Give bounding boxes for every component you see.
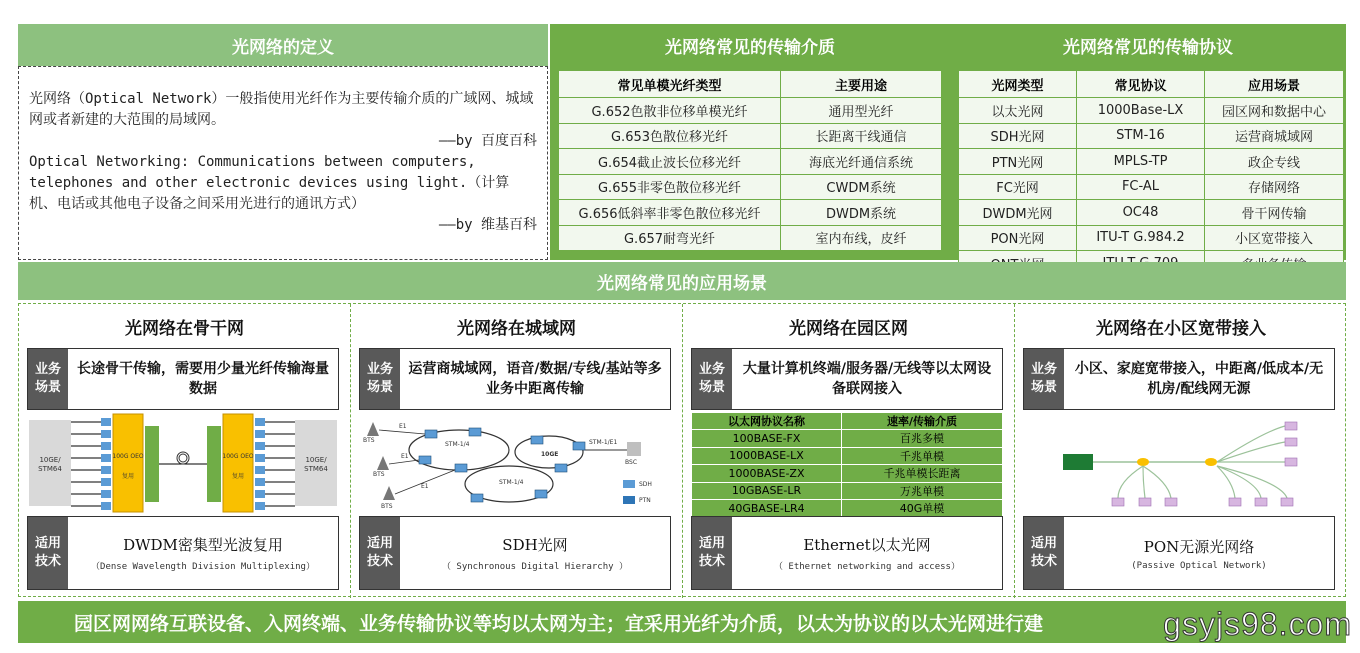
applications-title: 光网络常见的应用场景 (18, 262, 1346, 300)
technology-english: （ Ethernet networking and access） (774, 562, 960, 572)
sdh-label-bts-2: BTS (373, 471, 385, 478)
table-row (959, 200, 1344, 226)
table-header-row (959, 71, 1344, 98)
ethernet-table-container (691, 412, 1003, 514)
table-cell: 通用型光纤 (781, 98, 942, 124)
sdh-label-10ge: 10GE (541, 451, 559, 458)
table-cell: PON光网 (959, 225, 1077, 251)
definition-title: 光网络的定义 (18, 24, 548, 66)
business-scenario-box (691, 348, 1003, 410)
business-scenario-tag: 业务场景 (28, 349, 68, 409)
technology-box (1023, 516, 1335, 590)
table-row (559, 225, 942, 251)
dwdm-right-oeo (223, 414, 253, 512)
technology-text-group (1064, 517, 1334, 589)
technology-english: （Dense Wavelength Division Multiplexing） (91, 562, 315, 572)
sdh-label-bts-1: BTS (363, 437, 375, 444)
sdh-diagram-svg (359, 412, 671, 514)
table-cell: G.654截止波长位移光纤 (559, 149, 781, 175)
table-cell: FC光网 (959, 174, 1077, 200)
dwdm-oeo-label: 100G OEO (112, 453, 144, 460)
table-cell: STM-16 (1077, 123, 1205, 149)
business-scenario-text: 长途骨干传输，需要用少量光纤传输海量数据 (77, 361, 329, 397)
table-row (692, 430, 1003, 448)
sdh-label-bsc: BSC (625, 459, 638, 466)
media-title: 光网络常见的传输介质 (665, 37, 835, 58)
technology-name: Ethernet以太光网 (803, 536, 931, 554)
table-cell: 千兆单模 (842, 447, 1003, 465)
card-campus (683, 304, 1015, 598)
business-scenario-box (27, 348, 339, 410)
table-cell: MPLS-TP (1077, 149, 1205, 175)
dwdm-left-arrows (71, 422, 101, 506)
table-cell: ITU-T G.984.2 (1077, 225, 1205, 251)
technology-box (359, 516, 671, 590)
table-cell: 千兆单模长距离 (842, 465, 1003, 483)
table-cell: 1000Base-LX (1077, 98, 1205, 124)
table-cell: 小区宽带接入 (1205, 225, 1344, 251)
dwdm-oeo-label-right: 100G OEO (222, 453, 254, 460)
dwdm-fiber-coil-inner (179, 454, 187, 462)
dwdm-left-ports (101, 418, 111, 510)
table-cell: 海底光纤通信系统 (781, 149, 942, 175)
card-title: 光网络在城域网 (457, 319, 576, 339)
definition-wiki-source: ——by 维基百科 (438, 217, 537, 233)
sdh-bsc-box (627, 442, 641, 456)
table-row (959, 123, 1344, 149)
table-row (959, 98, 1344, 124)
technology-text-group (732, 517, 1002, 589)
pon-splitter-1 (1137, 458, 1149, 466)
technology-text-group (400, 517, 670, 589)
table-cell: G.657耐弯光纤 (559, 225, 781, 251)
table-cell: G.653色散位移光纤 (559, 123, 781, 149)
table-header-row (692, 413, 1003, 430)
dwdm-mux-label-right: 复用 (231, 473, 245, 480)
table-cell: 存储网络 (1205, 174, 1344, 200)
card-title: 光网络在小区宽带接入 (1096, 319, 1266, 339)
sdh-label-e1-2: E1 (401, 453, 409, 460)
dwdm-diagram (27, 412, 339, 514)
table-header-cell: 光网类型 (959, 71, 1077, 98)
table-row (559, 174, 942, 200)
table-cell: G.656低斜率非零色散位移光纤 (559, 200, 781, 226)
table-cell: 万兆单模 (842, 482, 1003, 500)
technology-box (27, 516, 339, 590)
table-cell: G.652色散非位移单模光纤 (559, 98, 781, 124)
card-metro (351, 304, 683, 598)
sdh-label-bts-3: BTS (381, 503, 393, 510)
table-cell: 100BASE-FX (692, 430, 842, 448)
definition-panel (18, 24, 548, 260)
business-scenario-tag: 业务场景 (1024, 349, 1064, 409)
protocol-table (958, 70, 1344, 277)
technology-english: (Passive Optical Network) (1131, 560, 1267, 571)
business-scenario-tag: 业务场景 (360, 349, 400, 409)
table-cell: FC-AL (1077, 174, 1205, 200)
table-cell: DWDM光网 (959, 200, 1077, 226)
footer-banner: 园区网网络互联设备、入网终端、业务传输协议等均以太网为主；宜采用光纤为介质，以太为协议的以太光网进行建 (18, 601, 1346, 643)
business-scenario-text: 大量计算机终端/服务器/无线等以太网设备联网接入 (742, 361, 992, 397)
dwdm-left-oeo (113, 414, 143, 512)
table-cell: 骨干网传输 (1205, 200, 1344, 226)
technology-name: SDH光网 (502, 536, 568, 554)
table-header-cell: 应用场景 (1205, 71, 1344, 98)
table-cell: 政企专线 (1205, 149, 1344, 175)
technology-tag: 适用技术 (28, 517, 68, 589)
business-scenario-box (359, 348, 671, 410)
table-cell: DWDM系统 (781, 200, 942, 226)
table-cell: 1000BASE-ZX (692, 465, 842, 483)
table-cell: SDH光网 (959, 123, 1077, 149)
ethernet-table (691, 412, 1003, 518)
technology-text-group (68, 517, 338, 589)
dwdm-right-mux (207, 426, 221, 502)
table-cell: 1000BASE-LX (692, 447, 842, 465)
dwdm-left-mux (145, 426, 159, 502)
table-row (692, 447, 1003, 465)
table-cell: 40GBASE-LR4 (692, 500, 842, 518)
definition-baidu-source: ——by 百度百科 (438, 133, 537, 149)
sdh-label-stm-bottom: STM-1/4 (499, 479, 524, 486)
table-cell: 以太光网 (959, 98, 1077, 124)
business-scenario-text: 运营商城域网，语音/数据/专线/基站等多业务中距离传输 (408, 361, 662, 397)
technology-name: DWDM密集型光波复用 (123, 536, 283, 554)
pon-splitter-2 (1205, 458, 1217, 466)
table-row (559, 200, 942, 226)
business-scenario-text: 小区、家庭宽带接入，中距离/低成本/无机房/配线网无源 (1074, 361, 1324, 397)
top-section (18, 24, 1346, 260)
table-header-cell: 以太网协议名称 (692, 413, 842, 430)
table-cell: 室内布线，皮纤 (781, 225, 942, 251)
dwdm-diagram-svg (27, 412, 339, 514)
sdh-label-e1-1: E1 (399, 423, 407, 430)
table-cell: PTN光网 (959, 149, 1077, 175)
table-header-cell: 常见协议 (1077, 71, 1205, 98)
table-row (692, 465, 1003, 483)
sdh-label-stm-e1: STM-1/E1 (589, 439, 618, 446)
table-cell: OC48 (1077, 200, 1205, 226)
card-backbone (19, 304, 351, 598)
technology-english: （ Synchronous Digital Hierarchy ） (442, 562, 628, 572)
card-title: 光网络在骨干网 (125, 319, 244, 339)
table-row (559, 123, 942, 149)
sdh-legend-ptn: PTN (639, 497, 651, 504)
table-row (959, 174, 1344, 200)
table-cell: 10GBASE-LR (692, 482, 842, 500)
table-header-cell: 速率/传输介质 (842, 413, 1003, 430)
business-scenario-tag: 业务场景 (692, 349, 732, 409)
technology-tag: 适用技术 (360, 517, 400, 589)
media-table (558, 70, 942, 251)
sdh-legend-ptn-icon (623, 496, 635, 504)
card-title: 光网络在园区网 (789, 319, 908, 339)
table-header-row (559, 71, 942, 98)
table-cell: 园区网和数据中心 (1205, 98, 1344, 124)
technology-tag: 适用技术 (692, 517, 732, 589)
technology-tag: 适用技术 (1024, 517, 1064, 589)
sdh-legend-sdh: SDH (639, 481, 652, 488)
technology-name: PON无源光网络 (1143, 537, 1255, 556)
table-cell: CWDM系统 (781, 174, 942, 200)
dwdm-mux-label: 复用 (121, 473, 135, 480)
dwdm-right-ports (255, 418, 265, 510)
media-protocol-panel (550, 24, 1346, 260)
table-header-cell: 常见单模光纤类型 (559, 71, 781, 98)
table-cell: 40G单模 (842, 500, 1003, 518)
table-cell: G.655非零色散位移光纤 (559, 174, 781, 200)
protocol-title: 光网络常见的传输协议 (1063, 37, 1233, 58)
sdh-diagram (359, 412, 671, 514)
table-row (959, 149, 1344, 175)
sdh-label-stm-left: STM-1/4 (445, 441, 470, 448)
table-cell: 百兆多模 (842, 430, 1003, 448)
applications-area (18, 303, 1346, 597)
definition-baidu-text: 光网络（Optical Network）一般指使用光纤作为主要传输介质的广域网、城域网或者新建的大范围的局域网。 (29, 91, 534, 128)
dwdm-right-label: 10GE/ STM64 (304, 456, 328, 473)
card-residential (1015, 304, 1347, 598)
table-cell: 运营商城域网 (1205, 123, 1344, 149)
pon-diagram-svg (1023, 412, 1335, 514)
sdh-label-e1-3: E1 (421, 483, 429, 490)
definition-box (18, 66, 548, 260)
sdh-legend-sdh-icon (623, 480, 635, 488)
table-header-cell: 主要用途 (781, 71, 942, 98)
pon-olt-box (1063, 454, 1093, 470)
table-row (559, 149, 942, 175)
dwdm-left-label: 10GE/ STM64 (38, 456, 62, 473)
sdh-bts-icons (367, 422, 395, 500)
technology-box (691, 516, 1003, 590)
table-row (559, 98, 942, 124)
table-row (959, 225, 1344, 251)
table-row (692, 500, 1003, 518)
dwdm-right-arrows (265, 422, 295, 506)
pon-diagram (1023, 412, 1335, 514)
business-scenario-box (1023, 348, 1335, 410)
watermark: gsyjs98.com (1163, 606, 1352, 642)
table-row (692, 482, 1003, 500)
definition-wiki-text: Optical Networking: Communications between computers, telephones and other electronic devices using light.（计算机、电话或其他电子设备之间采用光进行的通讯方式） (29, 154, 510, 212)
table-cell: 长距离干线通信 (781, 123, 942, 149)
